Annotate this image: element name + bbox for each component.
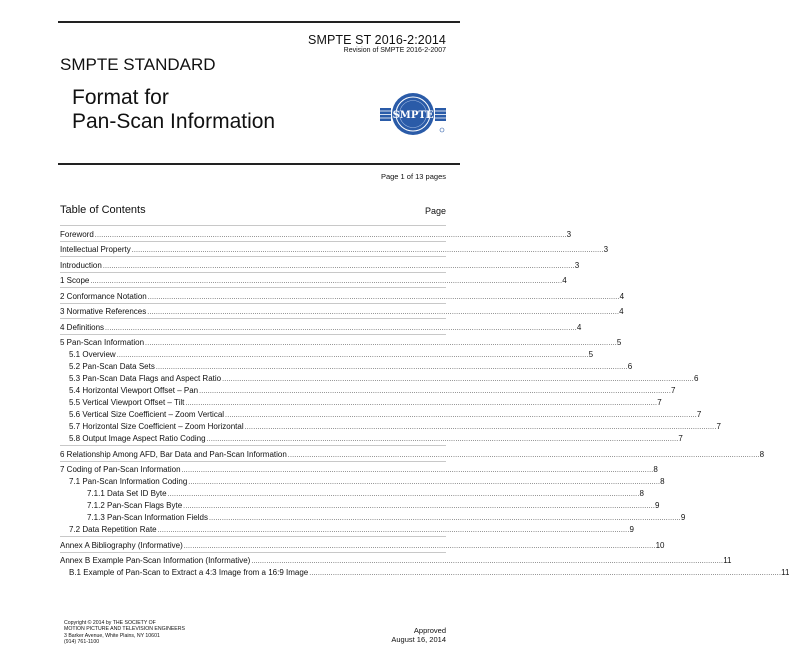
toc-entry[interactable] xyxy=(60,421,721,433)
toc-entry-page: 7 xyxy=(716,422,721,431)
toc-entry[interactable] xyxy=(60,272,567,288)
toc-leader-dots: ............................................................................................................................................................................................................................ xyxy=(225,412,697,419)
toc-entry[interactable] xyxy=(60,524,634,536)
toc-entry-page: 4 xyxy=(576,322,582,332)
toc-leader-dots: ............................................................................................................................................................................................................................ xyxy=(145,340,617,347)
toc-entry-page: 7 xyxy=(670,386,676,395)
toc-entry[interactable] xyxy=(60,373,699,385)
toc-leader-dots: ............................................................................................................................................................................................................................ xyxy=(188,479,661,486)
standard-label: SMPTE STANDARD xyxy=(60,55,216,74)
toc-entry[interactable] xyxy=(60,318,582,334)
toc-leader-dots: ............................................................................................................................................................................................................................ xyxy=(147,309,620,316)
toc-entry[interactable] xyxy=(60,512,686,524)
toc-entry[interactable] xyxy=(60,567,789,579)
toc-entry-label: 5 Pan-Scan Information xyxy=(60,338,145,347)
toc-entry-page: 5 xyxy=(616,338,622,347)
copyright-line: MOTION PICTURE AND TELEVISION ENGINEERS xyxy=(64,626,185,633)
toc-entry-label: 7.1 Pan-Scan Information Coding xyxy=(69,477,188,486)
title-line-2: Pan-Scan Information xyxy=(72,110,276,133)
toc-leader-dots: ............................................................................................................................................................................................................................ xyxy=(90,278,563,285)
toc-leader-dots: ............................................................................................................................................................................................................................ xyxy=(222,376,694,383)
toc-entry[interactable] xyxy=(60,303,624,319)
toc-entry-page: 8 xyxy=(653,465,658,474)
toc-entry-page: 9 xyxy=(655,501,660,510)
smpte-logo xyxy=(378,91,448,137)
toc-entry-page: 4 xyxy=(619,307,624,316)
toc-entry-label: 2 Conformance Notation xyxy=(60,291,147,301)
toc-entry-label: 5.6 Vertical Size Coefficient – Zoom Vertical xyxy=(69,410,225,419)
toc-entry-label: 5.1 Overview xyxy=(69,350,116,359)
toc-entry-label: Intellectual Property xyxy=(60,245,131,254)
toc-entry-page: 8 xyxy=(759,449,765,459)
toc-leader-dots: ............................................................................................................................................................................................................................ xyxy=(287,451,760,459)
toc-leader-dots: ............................................................................................................................................................................................................................ xyxy=(155,364,628,371)
toc-entry-label: 5.8 Output Image Aspect Ratio Coding xyxy=(69,434,206,443)
approved-date: August 16, 2014 xyxy=(391,635,446,644)
toc-entry-label: 5.3 Pan-Scan Data Flags and Aspect Ratio xyxy=(69,374,222,383)
toc-entry-label: Foreword xyxy=(60,229,94,239)
toc-entry[interactable] xyxy=(60,476,665,488)
toc-entry-page: 7 xyxy=(696,410,702,419)
toc-entry-page: 8 xyxy=(660,477,665,486)
toc-entry[interactable] xyxy=(60,256,580,272)
toc-leader-dots: ............................................................................................................................................................................................................................ xyxy=(206,436,679,443)
approved-label: Approved xyxy=(413,626,446,635)
toc-entry[interactable] xyxy=(60,225,572,241)
toc-leader-dots: ............................................................................................................................................................................................................................ xyxy=(105,324,577,332)
page-count: Page 1 of 13 pages xyxy=(380,172,446,181)
toc-entry[interactable] xyxy=(60,241,609,257)
toc-entry-label: 6 Relationship Among AFD, Bar Data and Pan-Scan Information xyxy=(60,449,287,459)
toc-entry-label: 7 Coding of Pan-Scan Information xyxy=(60,465,181,474)
toc-entry[interactable] xyxy=(60,349,594,361)
toc-entry-page: 8 xyxy=(639,489,644,498)
toc-entry[interactable] xyxy=(60,409,702,421)
toc-entry[interactable] xyxy=(60,433,683,445)
toc-entry[interactable] xyxy=(60,500,660,512)
copyright-notice xyxy=(64,620,185,646)
toc-entry[interactable] xyxy=(60,385,676,397)
toc-entry-page: 3 xyxy=(566,229,572,239)
toc-entry-label: Introduction xyxy=(60,260,102,270)
document-title xyxy=(72,86,275,134)
toc-leader-dots: ............................................................................................................................................................................................................................ xyxy=(199,388,671,395)
toc-entry-page: 4 xyxy=(619,291,625,301)
toc-leader-dots: ............................................................................................................................................................................................................................ xyxy=(185,400,658,407)
toc-leader-dots: ............................................................................................................................................................................................................................ xyxy=(183,503,656,510)
toc-leader-dots: ............................................................................................................................................................................................................................ xyxy=(181,467,654,474)
toc-entry-page: 6 xyxy=(693,374,699,383)
toc-entry-page: 3 xyxy=(603,245,609,254)
toc-entry-label: 7.1.2 Pan-Scan Flags Byte xyxy=(87,501,183,510)
toc-entry-page: 5 xyxy=(588,350,594,359)
toc-leader-dots: ............................................................................................................................................................................................................................ xyxy=(309,570,782,577)
top-rule xyxy=(58,21,460,23)
toc-entry[interactable] xyxy=(60,488,644,500)
toc-entry-label: 3 Normative References xyxy=(60,307,147,316)
toc-entry-label: 5.2 Pan-Scan Data Sets xyxy=(69,362,155,371)
toc-entry[interactable] xyxy=(60,445,765,461)
toc-leader-dots: ............................................................................................................................................................................................................................ xyxy=(116,352,589,359)
toc-leader-dots: ............................................................................................................................................................................................................................ xyxy=(183,542,656,550)
toc-entry[interactable] xyxy=(60,536,665,552)
toc-leader-dots: ............................................................................................................................................................................................................................ xyxy=(94,231,567,239)
copyright-line: (914) 761-1100 xyxy=(64,639,100,646)
toc-entry-page: 10 xyxy=(655,540,665,550)
copyright-line: Copyright © 2014 by THE SOCIETY OF xyxy=(64,620,156,626)
toc-entry[interactable] xyxy=(60,287,625,303)
toc-entry-label: 4 Definitions xyxy=(60,322,105,332)
toc-entry-page: 9 xyxy=(680,513,686,522)
toc-leader-dots: ............................................................................................................................................................................................................................ xyxy=(208,515,681,522)
toc-entry-label: Annex B Example Pan-Scan Information (Informative) xyxy=(60,556,251,565)
logo-text: SMPTE xyxy=(392,110,434,121)
toc-entry-label: 7.1.1 Data Set ID Byte xyxy=(87,489,167,498)
toc-entry-page: 11 xyxy=(723,556,732,565)
toc-entry-page: 7 xyxy=(678,434,683,443)
standard-number: SMPTE ST 2016-2:2014 xyxy=(308,33,446,47)
copyright-line: 3 Barker Avenue, White Plains, NY 10601 xyxy=(64,632,160,639)
revision-note: Revision of SMPTE 2016-2-2007 xyxy=(343,47,446,54)
toc-entry-page: 6 xyxy=(627,362,633,371)
toc-leader-dots: ............................................................................................................................................................................................................................ xyxy=(157,527,630,534)
toc-leader-dots: ............................................................................................................................................................................................................................ xyxy=(147,293,620,301)
toc-entry[interactable] xyxy=(60,361,633,373)
toc-entry-label: 7.1.3 Pan-Scan Information Fields xyxy=(87,513,208,522)
toc-page-column: Page xyxy=(424,206,446,216)
toc-entry[interactable] xyxy=(60,334,622,350)
toc-entry[interactable] xyxy=(60,397,662,409)
toc-entry[interactable] xyxy=(60,552,732,568)
toc-entry-label: B.1 Example of Pan-Scan to Extract a 4:3 Image from a 16:9 Image xyxy=(69,568,309,577)
toc-entry-page: 11 xyxy=(781,568,789,577)
toc-leader-dots: ............................................................................................................................................................................................................................ xyxy=(167,491,640,498)
toc-entry-page: 4 xyxy=(562,276,567,285)
toc-entry[interactable] xyxy=(60,461,658,477)
header-rule xyxy=(58,163,460,165)
toc-entry-page: 3 xyxy=(574,260,580,270)
toc-entry-label: 5.5 Vertical Viewport Offset – Tilt xyxy=(69,398,185,407)
table-of-contents xyxy=(60,225,789,579)
toc-leader-dots: ............................................................................................................................................................................................................................ xyxy=(251,558,724,565)
toc-entry-page: 7 xyxy=(657,398,662,407)
title-line-1: Format for xyxy=(72,86,169,109)
toc-entry-label: 1 Scope xyxy=(60,276,90,285)
toc-entry-label: Annex A Bibliography (Informative) xyxy=(60,540,183,550)
toc-entry-label: 5.7 Horizontal Size Coefficient – Zoom Horizontal xyxy=(69,422,244,431)
toc-entry-label: 7.2 Data Repetition Rate xyxy=(69,525,157,534)
toc-leader-dots: ............................................................................................................................................................................................................................ xyxy=(131,247,604,254)
toc-heading: Table of Contents xyxy=(60,204,146,216)
toc-leader-dots: ............................................................................................................................................................................................................................ xyxy=(244,424,717,431)
approval-block xyxy=(391,626,446,644)
toc-leader-dots: ............................................................................................................................................................................................................................ xyxy=(102,262,575,270)
toc-entry-page: 9 xyxy=(629,525,634,534)
toc-entry-label: 5.4 Horizontal Viewport Offset – Pan xyxy=(69,386,199,395)
